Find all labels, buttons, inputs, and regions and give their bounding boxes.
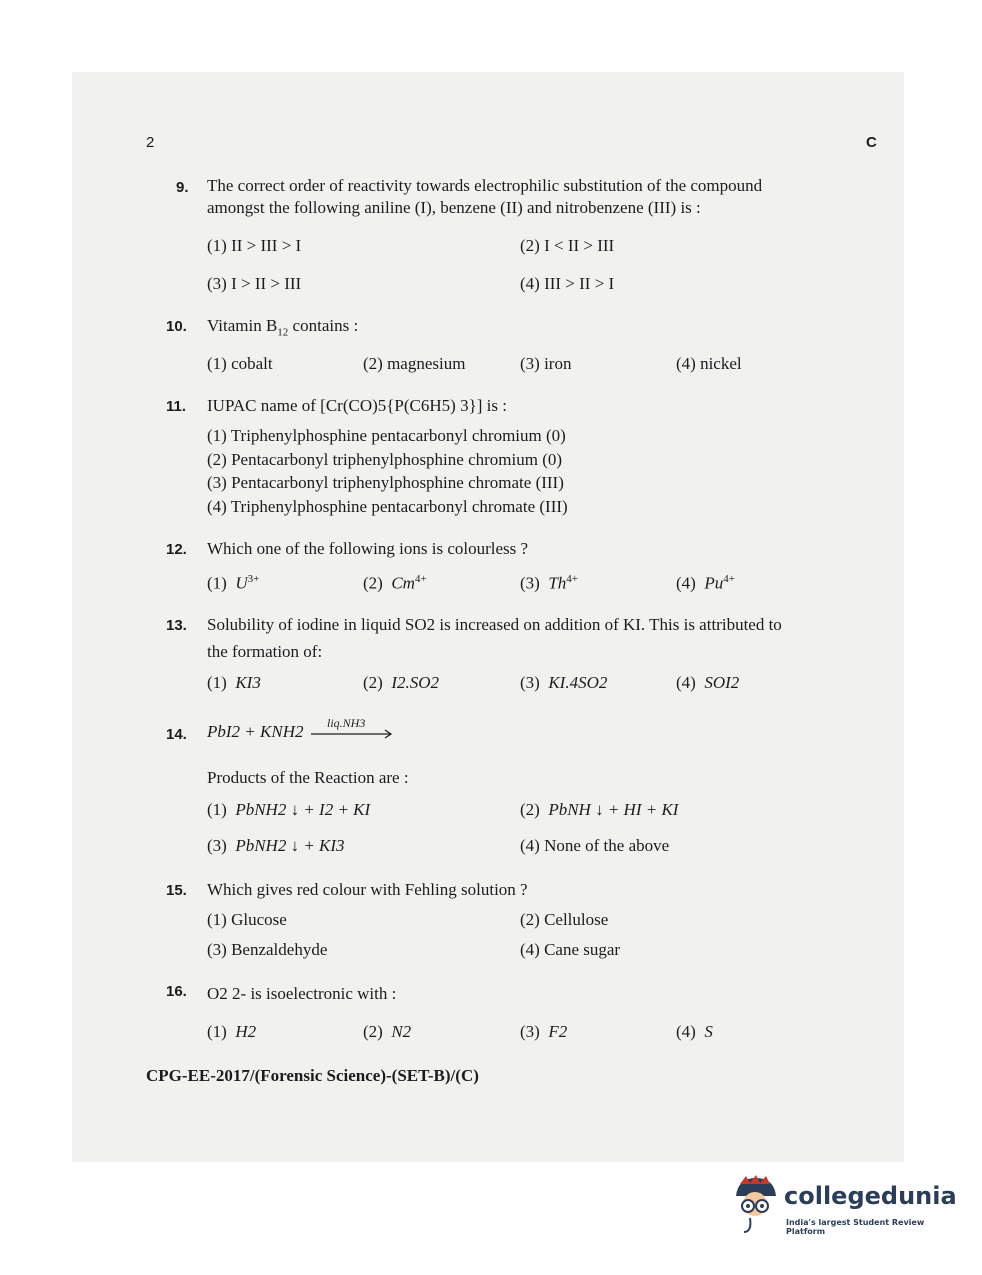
question-text: IUPAC name of [Cr(CO)5{P(C6H5) 3}] is : [207,396,507,415]
paper-code-footer: CPG-EE-2017/(Forensic Science)-(SET-B)/(C) [146,1066,479,1085]
mascot-icon [728,1174,782,1234]
option-2[interactable]: (2) I2.SO2 [363,673,440,692]
option-4[interactable]: (4) S [676,1022,713,1041]
option-2[interactable]: (2) Pentacarbonyl triphenylphosphine chromium (0) [207,450,563,469]
option-1[interactable]: (1) H2 [207,1022,257,1041]
question-number: 13. [166,617,187,634]
option-2[interactable]: (2) magnesium [363,354,466,373]
question-text: Solubility of iodine in liquid SO2 is increased on addition of KI. This is attributed to [207,615,782,634]
option-1[interactable]: (1) Triphenylphosphine pentacarbonyl chromium (0) [207,426,566,445]
question-number: 11. [166,398,187,415]
page-number: 2 [146,134,155,151]
option-2[interactable]: (2) N2 [363,1022,412,1041]
question-number: 14. [166,726,187,743]
option-4[interactable]: (4) III > II > I [520,274,615,293]
option-3[interactable]: (3) PbNH2 ↓ + KI3 [207,836,345,855]
series-code: C [866,134,877,151]
option-2[interactable]: (2) $Cm^{4+}$ [363,573,427,593]
option-4[interactable]: (4) $Pu^{4+}$ [676,573,735,593]
question-subheading: Products of the Reaction are : [207,768,409,787]
question-text: Vitamin $B_{12}$ contains : [207,316,359,339]
option-4[interactable]: (4) None of the above [520,836,670,855]
reaction-arrow-icon [311,728,395,740]
option-4[interactable]: (4) nickel [676,354,742,373]
option-4[interactable]: (4) Triphenylphosphine pentacarbonyl chromate (III) [207,497,568,516]
option-3[interactable]: (3) I > II > III [207,274,302,293]
option-2[interactable]: (2) Cellulose [520,910,609,929]
option-1[interactable]: (1) cobalt [207,354,273,373]
question-text: Which one of the following ions is colourless ? [207,539,529,558]
logo-tagline: India's largest Student Review Platform [786,1218,925,1236]
reaction-equation: PbI2 + KNH2 [207,722,304,741]
arrow-label: liq.NH3 [327,716,366,730]
option-2[interactable]: (2) I < II > III [520,236,615,255]
question-text: The correct order of reactivity towards electrophilic substitution of the compound [207,176,763,195]
question-number: 12. [166,541,187,558]
question-text: the formation of: [207,642,323,661]
option-3[interactable]: (3) KI.4SO2 [520,673,608,692]
option-1[interactable]: (1) PbNH2 ↓ + I2 + KI [207,800,371,819]
option-3[interactable]: (3) iron [520,354,572,373]
question-text: Which gives red colour with Fehling solution ? [207,880,528,899]
option-3[interactable]: (3) $Th^{4+}$ [520,573,579,593]
question-text: amongst the following aniline (I), benzene (II) and nitrobenzene (III) is : [207,198,701,217]
option-4[interactable]: (4) Cane sugar [520,940,621,959]
option-3[interactable]: (3) Benzaldehyde [207,940,328,959]
question-text: O2 2- is isoelectronic with : [207,984,397,1003]
question-number: 15. [166,882,187,899]
option-3[interactable]: (3) Pentacarbonyl triphenylphosphine chromate (III) [207,473,564,492]
option-4[interactable]: (4) SOI2 [676,673,740,692]
question-number: 10. [166,318,187,335]
option-1[interactable]: (1) II > III > I [207,236,302,255]
question-number: 9. [176,179,189,196]
option-1[interactable]: (1) Glucose [207,910,287,929]
option-2[interactable]: (2) PbNH ↓ + HI + KI [520,800,679,819]
option-1[interactable]: (1) $U^{3+}$ [207,573,260,593]
option-3[interactable]: (3) F2 [520,1022,568,1041]
option-1[interactable]: (1) KI3 [207,673,261,692]
logo-wordmark: collegedunia [784,1182,957,1210]
collegedunia-logo[interactable] [728,1172,958,1242]
question-number: 16. [166,983,187,1000]
